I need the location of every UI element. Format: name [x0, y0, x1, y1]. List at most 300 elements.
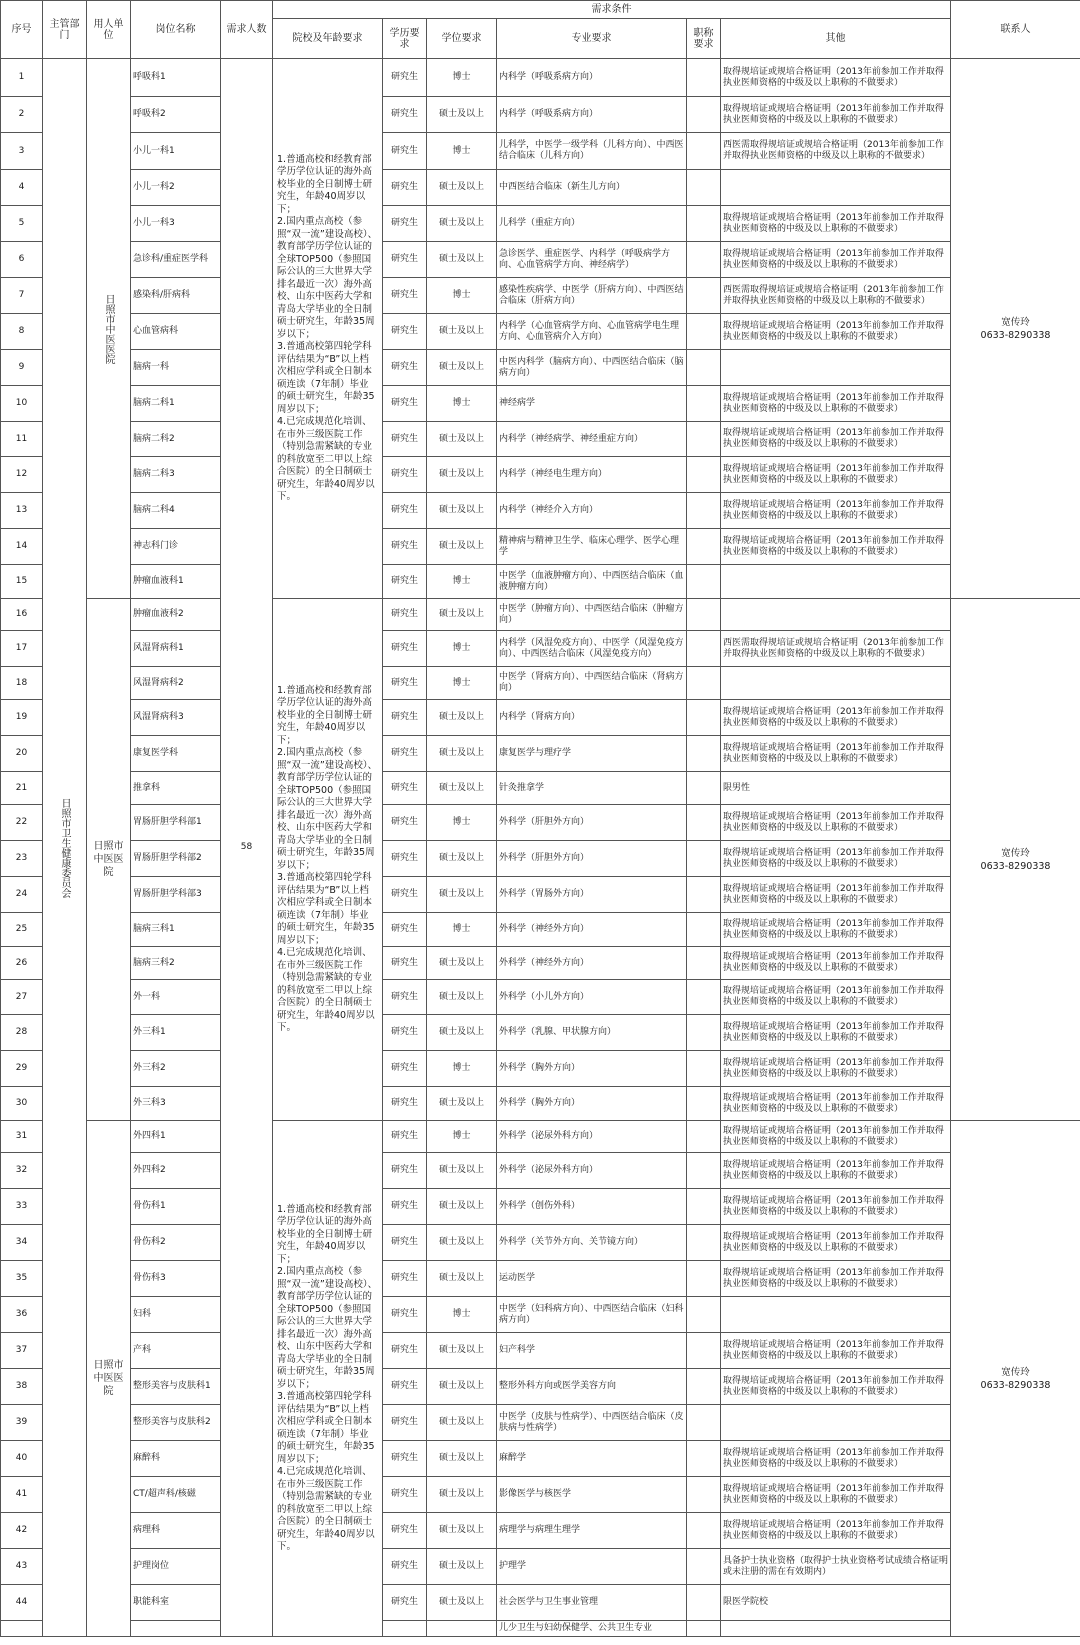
major-cell: 内科学（神经介入方向）	[497, 493, 687, 529]
title-cell	[687, 1369, 721, 1405]
degree-cell: 硕士及以上	[427, 493, 497, 529]
header-title: 职称要求	[687, 19, 721, 59]
row-number: 6	[1, 242, 43, 278]
other-cell: 取得规培证或规培合格证明（2013年前参加工作并取得执业医师资格的中级及以上职称的不做要求）	[721, 59, 951, 97]
table-row	[1, 1153, 1080, 1189]
row-number: 13	[1, 493, 43, 529]
other-cell: 取得规培证或规培合格证明（2013年前参加工作并取得执业医师资格的中级及以上职称的不做要求）	[721, 206, 951, 242]
table-row	[1, 599, 1080, 631]
degree-cell: 硕士及以上	[427, 457, 497, 493]
row-number: 7	[1, 278, 43, 314]
post-name: 感染科/肝病科	[131, 278, 221, 314]
major-cell: 中医学（皮肤与性病学）、中西医结合临床（皮肤病与性病学）	[497, 1405, 687, 1441]
post-name: 呼吸科2	[131, 97, 221, 133]
major-cell: 内科学（呼吸系病方向）	[497, 59, 687, 97]
title-cell	[687, 386, 721, 422]
title-cell	[687, 1261, 721, 1297]
row-number: 43	[1, 1549, 43, 1585]
degree-cell: 硕士及以上	[427, 1189, 497, 1225]
table-body	[1, 59, 1080, 1637]
title-cell	[687, 97, 721, 133]
post-name: 肿瘤血液科2	[131, 599, 221, 631]
header-degree: 学位要求	[427, 19, 497, 59]
title-cell	[687, 947, 721, 980]
title-cell	[687, 529, 721, 565]
table-row	[1, 947, 1080, 980]
post-name: 急诊科/重症医学科	[131, 242, 221, 278]
table-row	[1, 1261, 1080, 1297]
major-cell: 中医学（肾病方向）、中西医结合临床（肾病方向）	[497, 667, 687, 700]
row-number: 4	[1, 170, 43, 206]
row-number: 36	[1, 1297, 43, 1333]
degree-cell: 博士	[427, 1051, 497, 1087]
education-cell: 研究生	[383, 1189, 427, 1225]
other-cell: 取得规培证或规培合格证明（2013年前参加工作并取得执业医师资格的中级及以上职称的不做要求）	[721, 1477, 951, 1513]
post-name	[131, 1621, 221, 1637]
row-number: 25	[1, 913, 43, 947]
major-cell: 外科学（肝胆外方向）	[497, 805, 687, 841]
education-cell: 研究生	[383, 1333, 427, 1369]
header-seq: 序号	[1, 1, 43, 59]
row-number: 26	[1, 947, 43, 980]
post-name: 职能科室	[131, 1585, 221, 1621]
major-cell: 外科学（胸外方向）	[497, 1051, 687, 1087]
degree-cell: 硕士及以上	[427, 1513, 497, 1549]
education-cell: 研究生	[383, 133, 427, 170]
major-cell: 中西医结合临床（新生儿方向）	[497, 170, 687, 206]
row-number: 20	[1, 736, 43, 772]
school-age-requirement: 1.普通高校和经教育部学历学位认证的海外高校毕业的全日制博士研究生，年龄40周岁以下； 2.国内重点高校（参照“双一流”建设高校）、教育部学历学位认证的全球TOP500（参照国际公认的三大世界大学排名最近一次）海外高校、山东中医药大学和青岛大学毕业的全日制硕士研究生，年龄35周岁以下； 3.普通高校第四轮学科评估结果为“B”以上档次相应学科或全日制本硕连读（7年制）毕业的硕士研究生，年龄35周岁以下； 4.已完成规范化培训、在市外三级医院工作（特别急需紧缺的专业的科放宽至二甲以上综合医院）的全日制硕士研究生，年龄40周岁以下。	[273, 1121, 383, 1637]
education-cell: 研究生	[383, 841, 427, 877]
table-row	[1, 529, 1080, 565]
table-row	[1, 1015, 1080, 1051]
table-row	[1, 386, 1080, 422]
contact-cell: 宽传玲 0633-8290338	[951, 59, 1080, 599]
table-row	[1, 422, 1080, 457]
education-cell: 研究生	[383, 1225, 427, 1261]
post-name: 胃肠肝胆学科部1	[131, 805, 221, 841]
degree-cell: 硕士及以上	[427, 1549, 497, 1585]
table-row	[1, 913, 1080, 947]
table-row	[1, 350, 1080, 386]
degree-cell: 硕士及以上	[427, 599, 497, 631]
table-row	[1, 1369, 1080, 1405]
education-cell: 研究生	[383, 1585, 427, 1621]
table-row	[1, 170, 1080, 206]
row-number: 31	[1, 1121, 43, 1153]
education-cell: 研究生	[383, 805, 427, 841]
row-number: 10	[1, 386, 43, 422]
post-name: 小儿一科1	[131, 133, 221, 170]
post-name: 康复医学科	[131, 736, 221, 772]
header-school-age: 院校及年龄要求	[273, 19, 383, 59]
header-other: 其他	[721, 19, 951, 59]
post-name: 病理科	[131, 1513, 221, 1549]
post-name: 风湿肾病科3	[131, 700, 221, 736]
degree-cell: 硕士及以上	[427, 1333, 497, 1369]
title-cell	[687, 913, 721, 947]
other-cell: 取得规培证或规培合格证明（2013年前参加工作并取得执业医师资格的中级及以上职称的不做要求）	[721, 841, 951, 877]
education-cell: 研究生	[383, 493, 427, 529]
major-cell: 外科学（泌尿外科方向）	[497, 1121, 687, 1153]
table-row	[1, 877, 1080, 913]
title-cell	[687, 1225, 721, 1261]
row-number	[1, 1621, 43, 1637]
other-cell: 具备护士执业资格（取得护士执业资格考试成绩合格证明或未注册的需在有效期内）	[721, 1549, 951, 1585]
major-cell: 中医学（血液肿瘤方向）、中西医结合临床（血液肿瘤方向）	[497, 565, 687, 599]
major-cell: 内科学（风湿免疫方向）、中医学（风湿免疫方向）、中西医结合临床（风湿免疫方向）	[497, 631, 687, 667]
degree-cell: 硕士及以上	[427, 1153, 497, 1189]
degree-cell: 硕士及以上	[427, 97, 497, 133]
education-cell: 研究生	[383, 386, 427, 422]
title-cell	[687, 1549, 721, 1585]
other-cell: 取得规培证或规培合格证明（2013年前参加工作并取得执业医师资格的中级及以上职称的不做要求）	[721, 457, 951, 493]
other-cell: 西医需取得规培证或规培合格证明（2013年前参加工作并取得执业医师资格的中级及以上职称的不做要求）	[721, 133, 951, 170]
degree-cell: 硕士及以上	[427, 1441, 497, 1477]
table-row	[1, 457, 1080, 493]
title-cell	[687, 1297, 721, 1333]
row-number: 9	[1, 350, 43, 386]
table-row	[1, 133, 1080, 170]
education-cell: 研究生	[383, 1121, 427, 1153]
table-row	[1, 1087, 1080, 1121]
major-cell: 妇产科学	[497, 1333, 687, 1369]
education-cell: 研究生	[383, 1405, 427, 1441]
degree-cell: 硕士及以上	[427, 877, 497, 913]
other-cell: 取得规培证或规培合格证明（2013年前参加工作并取得执业医师资格的中级及以上职称的不做要求）	[721, 1441, 951, 1477]
education-cell: 研究生	[383, 170, 427, 206]
title-cell	[687, 805, 721, 841]
title-cell	[687, 631, 721, 667]
degree-cell: 硕士及以上	[427, 736, 497, 772]
major-cell: 针灸推拿学	[497, 772, 687, 805]
post-name: 风湿肾病科1	[131, 631, 221, 667]
title-cell	[687, 736, 721, 772]
row-number: 11	[1, 422, 43, 457]
major-cell: 麻醉学	[497, 1441, 687, 1477]
other-cell: 西医需取得规培证或规培合格证明（2013年前参加工作并取得执业医师资格的中级及以上职称的不做要求）	[721, 278, 951, 314]
title-cell	[687, 59, 721, 97]
other-cell: 取得规培证或规培合格证明（2013年前参加工作并取得执业医师资格的中级及以上职称的不做要求）	[721, 1225, 951, 1261]
degree-cell: 硕士及以上	[427, 529, 497, 565]
major-cell: 外科学（胃肠外方向）	[497, 877, 687, 913]
major-cell: 中医学（肿瘤方向）、中西医结合临床（肿瘤方向）	[497, 599, 687, 631]
degree-cell: 硕士及以上	[427, 1225, 497, 1261]
degree-cell: 博士	[427, 1297, 497, 1333]
education-cell: 研究生	[383, 667, 427, 700]
post-name: 麻醉科	[131, 1441, 221, 1477]
degree-cell: 硕士及以上	[427, 242, 497, 278]
major-cell: 外科学（胸外方向）	[497, 1087, 687, 1121]
education-cell: 研究生	[383, 1369, 427, 1405]
table-row	[1, 242, 1080, 278]
title-cell	[687, 1513, 721, 1549]
education-cell: 研究生	[383, 1153, 427, 1189]
row-number: 21	[1, 772, 43, 805]
post-name: 胃肠肝胆学科部3	[131, 877, 221, 913]
other-cell: 取得规培证或规培合格证明（2013年前参加工作并取得执业医师资格的中级及以上职称的不做要求）	[721, 97, 951, 133]
degree-cell: 博士	[427, 386, 497, 422]
table-row	[1, 805, 1080, 841]
post-name: 脑病一科	[131, 350, 221, 386]
count-cell: 58	[221, 59, 273, 1637]
major-cell: 外科学（肝胆外方向）	[497, 841, 687, 877]
row-number: 24	[1, 877, 43, 913]
other-cell: 取得规培证或规培合格证明（2013年前参加工作并取得执业医师资格的中级及以上职称的不做要求）	[721, 736, 951, 772]
row-number: 35	[1, 1261, 43, 1297]
title-cell	[687, 1153, 721, 1189]
degree-cell: 硕士及以上	[427, 1477, 497, 1513]
post-name: 神志科门诊	[131, 529, 221, 565]
table-row	[1, 1405, 1080, 1441]
table-row	[1, 1051, 1080, 1087]
post-name: 呼吸科1	[131, 59, 221, 97]
education-cell: 研究生	[383, 529, 427, 565]
other-cell: 取得规培证或规培合格证明（2013年前参加工作并取得执业医师资格的中级及以上职称的不做要求）	[721, 805, 951, 841]
row-number: 18	[1, 667, 43, 700]
row-number: 33	[1, 1189, 43, 1225]
other-cell: 取得规培证或规培合格证明（2013年前参加工作并取得执业医师资格的中级及以上职称的不做要求）	[721, 422, 951, 457]
row-number: 22	[1, 805, 43, 841]
title-cell	[687, 1121, 721, 1153]
post-name: 外四科2	[131, 1153, 221, 1189]
header-requirements: 需求条件	[273, 1, 951, 19]
degree-cell: 硕士及以上	[427, 1087, 497, 1121]
table-row	[1, 565, 1080, 599]
table-row	[1, 1189, 1080, 1225]
major-cell: 康复医学与理疗学	[497, 736, 687, 772]
table-row	[1, 736, 1080, 772]
degree-cell: 硕士及以上	[427, 1405, 497, 1441]
other-cell	[721, 565, 951, 599]
education-cell	[383, 1621, 427, 1637]
other-cell: 取得规培证或规培合格证明（2013年前参加工作并取得执业医师资格的中级及以上职称的不做要求）	[721, 877, 951, 913]
degree-cell: 硕士及以上	[427, 1369, 497, 1405]
title-cell	[687, 1585, 721, 1621]
header-contact: 联系人	[951, 1, 1080, 59]
education-cell: 研究生	[383, 1549, 427, 1585]
table-row	[1, 206, 1080, 242]
other-cell: 取得规培证或规培合格证明（2013年前参加工作并取得执业医师资格的中级及以上职称的不做要求）	[721, 1087, 951, 1121]
education-cell: 研究生	[383, 565, 427, 599]
degree-cell: 硕士及以上	[427, 1015, 497, 1051]
title-cell	[687, 667, 721, 700]
post-name: 脑病三科2	[131, 947, 221, 980]
header-count: 需求人数	[221, 1, 273, 59]
table-row	[1, 772, 1080, 805]
other-cell: 取得规培证或规培合格证明（2013年前参加工作并取得执业医师资格的中级及以上职称的不做要求）	[721, 1261, 951, 1297]
major-cell: 急诊医学、重症医学、内科学（呼吸病学方向、心血管病学方向、神经病学）	[497, 242, 687, 278]
post-name: 小儿一科3	[131, 206, 221, 242]
table-row	[1, 314, 1080, 350]
major-cell: 社会医学与卫生事业管理	[497, 1585, 687, 1621]
degree-cell: 博士	[427, 631, 497, 667]
post-name: 胃肠肝胆学科部2	[131, 841, 221, 877]
title-cell	[687, 565, 721, 599]
post-name: 外三科3	[131, 1087, 221, 1121]
degree-cell: 博士	[427, 1121, 497, 1153]
row-number: 3	[1, 133, 43, 170]
degree-cell: 博士	[427, 667, 497, 700]
row-number: 41	[1, 1477, 43, 1513]
other-cell: 限医学院校	[721, 1585, 951, 1621]
degree-cell: 硕士及以上	[427, 314, 497, 350]
row-number: 30	[1, 1087, 43, 1121]
major-cell: 外科学（神经外方向）	[497, 913, 687, 947]
degree-cell: 硕士及以上	[427, 1585, 497, 1621]
title-cell	[687, 278, 721, 314]
education-cell: 研究生	[383, 206, 427, 242]
education-cell: 研究生	[383, 736, 427, 772]
title-cell	[687, 170, 721, 206]
title-cell	[687, 1405, 721, 1441]
row-number: 32	[1, 1153, 43, 1189]
header-major: 专业要求	[497, 19, 687, 59]
other-cell: 取得规培证或规培合格证明（2013年前参加工作并取得执业医师资格的中级及以上职称的不做要求）	[721, 1121, 951, 1153]
post-name: 护理岗位	[131, 1549, 221, 1585]
degree-cell: 硕士及以上	[427, 700, 497, 736]
other-cell: 取得规培证或规培合格证明（2013年前参加工作并取得执业医师资格的中级及以上职称的不做要求）	[721, 1369, 951, 1405]
degree-cell: 硕士及以上	[427, 422, 497, 457]
table-row	[1, 980, 1080, 1015]
major-cell: 神经病学	[497, 386, 687, 422]
other-cell: 取得规培证或规培合格证明（2013年前参加工作并取得执业医师资格的中级及以上职称的不做要求）	[721, 913, 951, 947]
education-cell: 研究生	[383, 631, 427, 667]
post-name: 妇科	[131, 1297, 221, 1333]
education-cell: 研究生	[383, 1051, 427, 1087]
major-cell: 中医内科学（脑病方向）、中西医结合临床（脑病方向）	[497, 350, 687, 386]
table-row	[1, 1225, 1080, 1261]
unit-cell: 日照市中医医院	[87, 59, 131, 599]
row-number: 40	[1, 1441, 43, 1477]
major-cell: 外科学（泌尿外科方向）	[497, 1153, 687, 1189]
other-cell: 取得规培证或规培合格证明（2013年前参加工作并取得执业医师资格的中级及以上职称的不做要求）	[721, 386, 951, 422]
other-cell: 取得规培证或规培合格证明（2013年前参加工作并取得执业医师资格的中级及以上职称的不做要求）	[721, 1051, 951, 1087]
title-cell	[687, 1441, 721, 1477]
header-unit: 用人单位	[87, 1, 131, 59]
other-cell: 取得规培证或规培合格证明（2013年前参加工作并取得执业医师资格的中级及以上职称的不做要求）	[721, 1513, 951, 1549]
degree-cell: 博士	[427, 59, 497, 97]
education-cell: 研究生	[383, 314, 427, 350]
major-cell: 影像医学与核医学	[497, 1477, 687, 1513]
major-cell: 内科学（神经电生理方向）	[497, 457, 687, 493]
other-cell	[721, 170, 951, 206]
major-cell: 内科学（呼吸系病方向）	[497, 97, 687, 133]
degree-cell	[427, 1621, 497, 1637]
post-name: 产科	[131, 1333, 221, 1369]
table-row	[1, 1121, 1080, 1153]
title-cell	[687, 700, 721, 736]
education-cell: 研究生	[383, 1477, 427, 1513]
degree-cell: 硕士及以上	[427, 947, 497, 980]
degree-cell: 博士	[427, 805, 497, 841]
table-row	[1, 97, 1080, 133]
major-cell: 运动医学	[497, 1261, 687, 1297]
table-row	[1, 1297, 1080, 1333]
title-cell	[687, 772, 721, 805]
title-cell	[687, 242, 721, 278]
row-number: 14	[1, 529, 43, 565]
major-cell: 外科学（小儿外方向）	[497, 980, 687, 1015]
major-cell: 儿少卫生与妇幼保健学、公共卫生专业	[497, 1621, 687, 1637]
row-number: 28	[1, 1015, 43, 1051]
major-cell: 儿科学（重症方向）	[497, 206, 687, 242]
school-age-requirement: 1.普通高校和经教育部学历学位认证的海外高校毕业的全日制博士研究生，年龄40周岁以下； 2.国内重点高校（参照“双一流”建设高校）、教育部学历学位认证的全球TOP500（参照国际公认的三大世界大学排名最近一次）海外高校、山东中医药大学和青岛大学毕业的全日制硕士研究生，年龄35周岁以下； 3.普通高校第四轮学科评估结果为“B”以上档次相应学科或全日制本硕连读（7年制）毕业的硕士研究生，年龄35周岁以下； 4.已完成规范化培训、在市外三级医院工作（特别急需紧缺的专业的科放宽至二甲以上综合医院）的全日制硕士研究生，年龄40周岁以下。	[273, 59, 383, 599]
table-row	[1, 700, 1080, 736]
row-number: 37	[1, 1333, 43, 1369]
table-row	[1, 59, 1080, 97]
post-name: 脑病二科1	[131, 386, 221, 422]
contact-cell: 宽传玲 0633-8290338	[951, 599, 1080, 1121]
other-cell: 取得规培证或规培合格证明（2013年前参加工作并取得执业医师资格的中级及以上职称的不做要求）	[721, 314, 951, 350]
other-cell	[721, 667, 951, 700]
post-name: 肿瘤血液科1	[131, 565, 221, 599]
post-name: 外一科	[131, 980, 221, 1015]
title-cell	[687, 206, 721, 242]
table-row	[1, 667, 1080, 700]
row-number: 38	[1, 1369, 43, 1405]
other-cell	[721, 350, 951, 386]
post-name: CT/超声科/核磁	[131, 1477, 221, 1513]
row-number: 27	[1, 980, 43, 1015]
row-number: 44	[1, 1585, 43, 1621]
other-cell: 取得规培证或规培合格证明（2013年前参加工作并取得执业医师资格的中级及以上职称的不做要求）	[721, 700, 951, 736]
header-post: 岗位名称	[131, 1, 221, 59]
row-number: 39	[1, 1405, 43, 1441]
other-cell: 限男性	[721, 772, 951, 805]
row-number: 15	[1, 565, 43, 599]
education-cell: 研究生	[383, 1087, 427, 1121]
education-cell: 研究生	[383, 457, 427, 493]
education-cell: 研究生	[383, 97, 427, 133]
major-cell: 整形外科方向或医学美容方向	[497, 1369, 687, 1405]
major-cell: 内科学（神经病学、神经重症方向）	[497, 422, 687, 457]
education-cell: 研究生	[383, 700, 427, 736]
contact-cell: 宽传玲 0633-8290338	[951, 1121, 1080, 1637]
row-number: 29	[1, 1051, 43, 1087]
education-cell: 研究生	[383, 913, 427, 947]
table-row	[1, 1333, 1080, 1369]
post-name: 骨伤科2	[131, 1225, 221, 1261]
title-cell	[687, 1477, 721, 1513]
table-row	[1, 631, 1080, 667]
table-row	[1, 1513, 1080, 1549]
unit-cell: 日照市中医医院	[87, 599, 131, 1121]
post-name: 外三科1	[131, 1015, 221, 1051]
other-cell	[721, 1621, 951, 1637]
education-cell: 研究生	[383, 422, 427, 457]
major-cell: 外科学（神经外方向）	[497, 947, 687, 980]
degree-cell: 硕士及以上	[427, 841, 497, 877]
post-name: 整形美容与皮肤科1	[131, 1369, 221, 1405]
row-number: 23	[1, 841, 43, 877]
table-row	[1, 1549, 1080, 1585]
major-cell: 儿科学，中医学一级学科（儿科方向）、中西医结合临床（儿科方向）	[497, 133, 687, 170]
degree-cell: 博士	[427, 913, 497, 947]
title-cell	[687, 980, 721, 1015]
header-education: 学历要求	[383, 19, 427, 59]
post-name: 脑病二科3	[131, 457, 221, 493]
degree-cell: 博士	[427, 278, 497, 314]
degree-cell: 硕士及以上	[427, 206, 497, 242]
education-cell: 研究生	[383, 1513, 427, 1549]
other-cell: 取得规培证或规培合格证明（2013年前参加工作并取得执业医师资格的中级及以上职称的不做要求）	[721, 947, 951, 980]
title-cell	[687, 1189, 721, 1225]
education-cell: 研究生	[383, 980, 427, 1015]
row-number: 34	[1, 1225, 43, 1261]
major-cell: 外科学（创伤外科）	[497, 1189, 687, 1225]
major-cell: 护理学	[497, 1549, 687, 1585]
